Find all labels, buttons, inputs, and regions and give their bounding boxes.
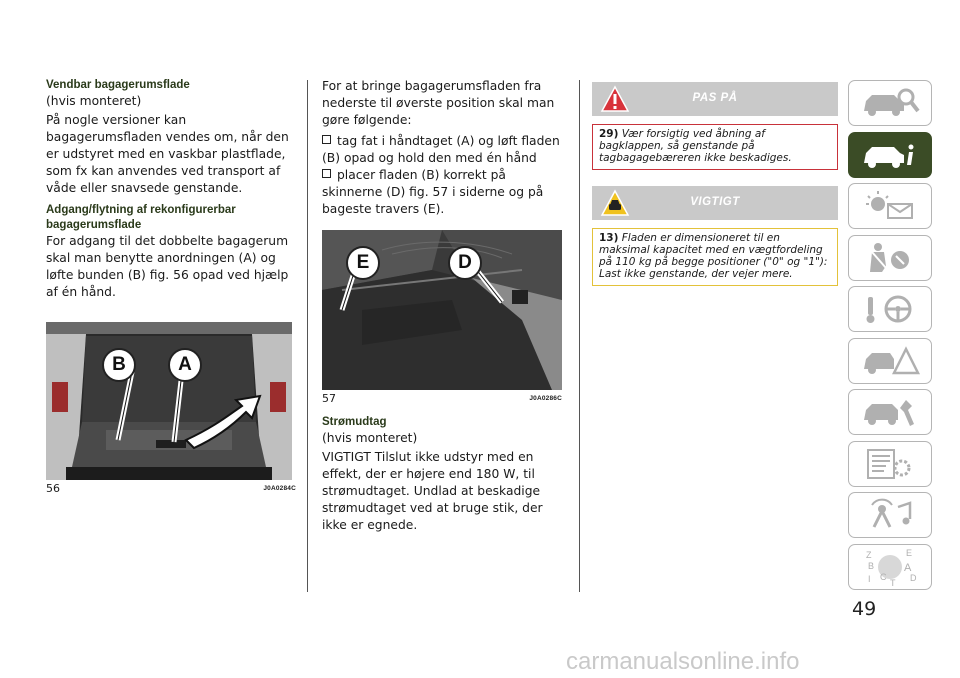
important-title: VIGTIGT — [690, 196, 740, 208]
media-music-icon — [858, 497, 922, 533]
section-heading: Vendbar bagagerumsflade — [46, 79, 190, 91]
letter-i: I — [868, 573, 871, 584]
column-divider — [307, 80, 308, 592]
chapter-tab-safety[interactable] — [848, 235, 932, 281]
figure-number: 57 — [322, 392, 336, 405]
car-info-icon — [858, 137, 922, 173]
car-magnifier-icon — [858, 85, 922, 121]
column-left — [46, 78, 296, 495]
important-text: Fladen er dimensioneret til en maksimal kapacitet med en vægtfordeling på 110 kg på begge positioner ("0" og "1"): Last ikke genstande, der vejer mere. — [599, 232, 828, 280]
chapter-tab-starting-driving[interactable] — [848, 286, 932, 332]
chapter-tab-technical-data[interactable] — [848, 441, 932, 487]
callout-b: B — [102, 348, 136, 382]
seatbelt-airbag-icon — [858, 240, 922, 276]
column-right — [592, 82, 838, 286]
paragraph: For at bringe bagagerumsfladen fra nederste til øverste position skal man gøre følgende: — [322, 79, 555, 127]
bullet-item — [322, 167, 566, 218]
warning-light-mail-icon — [858, 188, 922, 224]
figure-caption — [46, 482, 296, 495]
letter-a: A — [904, 561, 912, 574]
figure-code: J0A0284C — [263, 485, 296, 492]
letter-z: Z — [866, 549, 872, 560]
figure-code: J0A0286C — [529, 395, 562, 402]
trunk-photo — [46, 322, 292, 480]
warning-title: PAS PÅ — [692, 92, 738, 104]
chapter-tab-emergency[interactable] — [848, 338, 932, 384]
warning-text: Vær forsigtig ved åbning af bagklappen, så genstande på tagbagagebæreren ikke beskadiges. — [599, 128, 792, 164]
column-middle — [322, 78, 566, 538]
figure-57 — [322, 230, 566, 405]
chapter-tab-car-info[interactable] — [848, 132, 932, 178]
section-heading — [46, 203, 296, 233]
callout-d: D — [448, 246, 482, 280]
chapter-tab-multimedia[interactable] — [848, 492, 932, 538]
warning-header — [592, 82, 838, 116]
paragraph: VIGTIGT Tilslut ikke udstyr med en effekt, der er højere end 180 W, til strømudtaget. Undlad at beskadige strømudtaget ved at bruge stik, der ikke er egnede. — [322, 450, 543, 532]
letter-b: B — [868, 560, 875, 571]
document-gear-icon — [858, 446, 922, 482]
watermark: carmanualsonline.info — [566, 648, 800, 675]
trunk-photo-image — [46, 322, 292, 480]
paragraph: På nogle versioner kan bagagerumsfladen vendes om, når den er udstyret med en vaskbar plastflade, som fx kan anvendes ved transport af våde eller snavsede genstande. — [46, 113, 289, 195]
chapter-tab-warning-lights[interactable] — [848, 183, 932, 229]
important-body — [592, 228, 838, 286]
heading-line: Adgang/flytning af rekonfigurerbar — [46, 204, 236, 216]
chapter-sidebar — [848, 80, 934, 595]
chapter-tab-index[interactable] — [848, 544, 932, 590]
important-number: 13) — [599, 232, 619, 244]
callout-a: A — [168, 348, 202, 382]
paragraph: For adgang til det dobbelte bagagerum skal man benytte anordningen (A) og løfte bunden (B) fig. 56 opad ved hjælp af én hånd. — [46, 234, 289, 299]
car-wrench-icon — [858, 394, 922, 430]
car-warning-triangle-icon — [858, 343, 922, 379]
figure-caption — [322, 392, 562, 405]
figure-56 — [46, 322, 296, 495]
warning-body — [592, 124, 838, 170]
letter-d: D — [910, 572, 917, 583]
page-number: 49 — [852, 598, 877, 620]
section-subheading: (hvis monteret) — [46, 94, 142, 108]
section-subheading: (hvis monteret) — [322, 431, 418, 445]
warning-number: 29) — [599, 128, 619, 140]
bullet-text: placer fladen (B) korrekt på skinnerne (D) fig. 57 i siderne og på bageste travers (E). — [322, 168, 544, 216]
letter-c: C — [880, 571, 887, 582]
heading-line: bagagerumsflade — [46, 219, 142, 231]
bullet-item — [322, 133, 566, 167]
letter-e: E — [906, 547, 913, 558]
alphabet-index-icon — [858, 547, 922, 587]
important-header — [592, 186, 838, 220]
checkbox-bullet-icon — [322, 169, 331, 178]
callout-e: E — [346, 246, 380, 280]
important-box — [592, 186, 838, 286]
bullet-text: tag fat i håndtaget (A) og løft fladen (B) opad og hold den med én hånd — [322, 134, 560, 165]
chapter-tab-maintenance[interactable] — [848, 389, 932, 435]
letter-t: T — [890, 577, 896, 587]
key-steering-wheel-icon — [858, 291, 922, 327]
section-heading: Strømudtag — [322, 416, 387, 428]
chapter-tab-car-magnifier[interactable] — [848, 80, 932, 126]
checkbox-bullet-icon — [322, 135, 331, 144]
figure-number: 56 — [46, 482, 60, 495]
column-divider — [579, 80, 580, 592]
trunk-rails-photo — [322, 230, 562, 390]
warning-box — [592, 82, 838, 170]
